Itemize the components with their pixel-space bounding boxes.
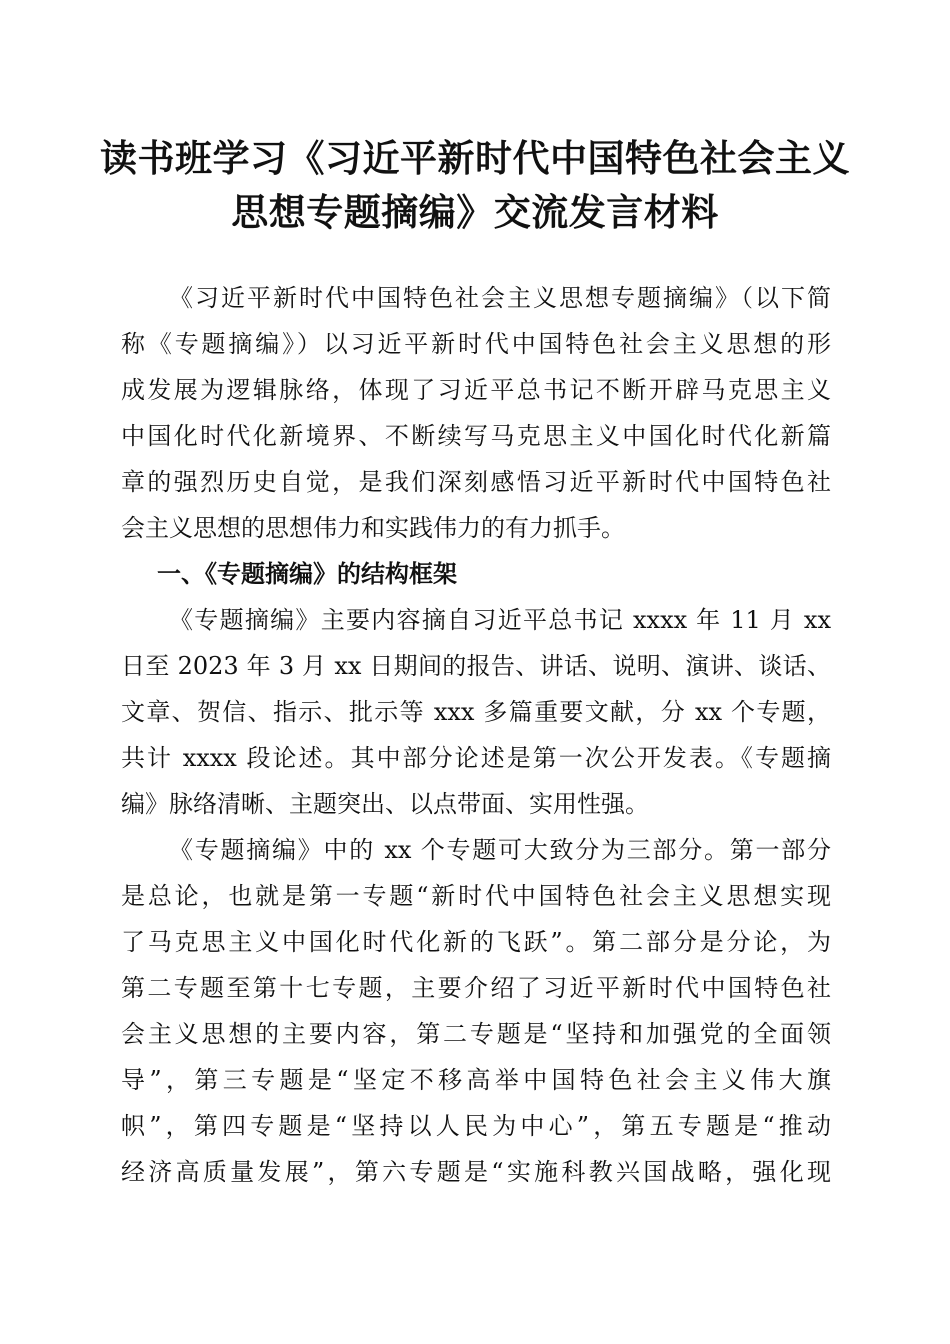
paragraph-line: 称《专题摘编》）以习近平新时代中国特色社会主义思想的形 [121,330,831,358]
paragraph-line: 《习近平新时代中国特色社会主义思想专题摘编》（以下简 [169,284,831,312]
document-body [121,275,831,1195]
paragraph-line: 日至 2023 年 3 月 xx 日期间的报告、讲话、说明、演讲、谈话、 [121,652,831,680]
paragraph-line: 中国化时代化新境界、不断续写马克思主义中国化时代化新篇 [121,422,831,450]
document-title-line-1: 读书班学习《习近平新时代中国特色社会主义 [100,136,850,180]
paragraph-line: 帜”，第四专题是“坚持以人民为中心”，第五专题是“推动 [121,1112,831,1140]
paragraph-line: 会主义思想的主要内容，第二专题是“坚持和加强党的全面领 [121,1020,831,1048]
paragraph-intro [121,275,831,551]
paragraph-structure [121,597,831,827]
paragraph-line: 《专题摘编》主要内容摘自习近平总书记 xxxx 年 11 月 xx [169,606,831,634]
paragraph-line: 共计 xxxx 段论述。其中部分论述是第一次公开发表。《专题摘 [121,744,831,772]
paragraph-line: 章的强烈历史自觉，是我们深刻感悟习近平新时代中国特色社 [121,468,831,496]
paragraph-line: 了马克思主义中国化时代化新的飞跃”。第二部分是分论，为 [121,928,831,956]
paragraph-line: 成发展为逻辑脉络，体现了习近平总书记不断开辟马克思主义 [121,376,831,404]
paragraph-line: 第二专题至第十七专题，主要介绍了习近平新时代中国特色社 [121,974,831,1002]
paragraph-line: 《专题摘编》中的 xx 个专题可大致分为三部分。第一部分 [169,836,831,864]
document-title-line-2: 思想专题摘编》交流发言材料 [231,190,719,234]
paragraph-line: 文章、贺信、指示、批示等 xxx 多篇重要文献，分 xx 个专题， [121,698,831,726]
paragraph-line: 会主义思想的思想伟力和实践伟力的有力抓手。 [121,514,625,542]
paragraph-topics [121,827,831,1195]
paragraph-line: 是总论，也就是第一专题“新时代中国特色社会主义思想实现 [121,882,831,910]
paragraph-line: 经济高质量发展”，第六专题是“实施科教兴国战略，强化现 [121,1158,831,1186]
section-heading: 一、《专题摘编》的结构框架 [157,560,457,588]
paragraph-line: 导”，第三专题是“坚定不移高举中国特色社会主义伟大旗 [121,1066,831,1094]
paragraph-line: 编》脉络清晰、主题突出、以点带面、实用性强。 [121,790,649,818]
